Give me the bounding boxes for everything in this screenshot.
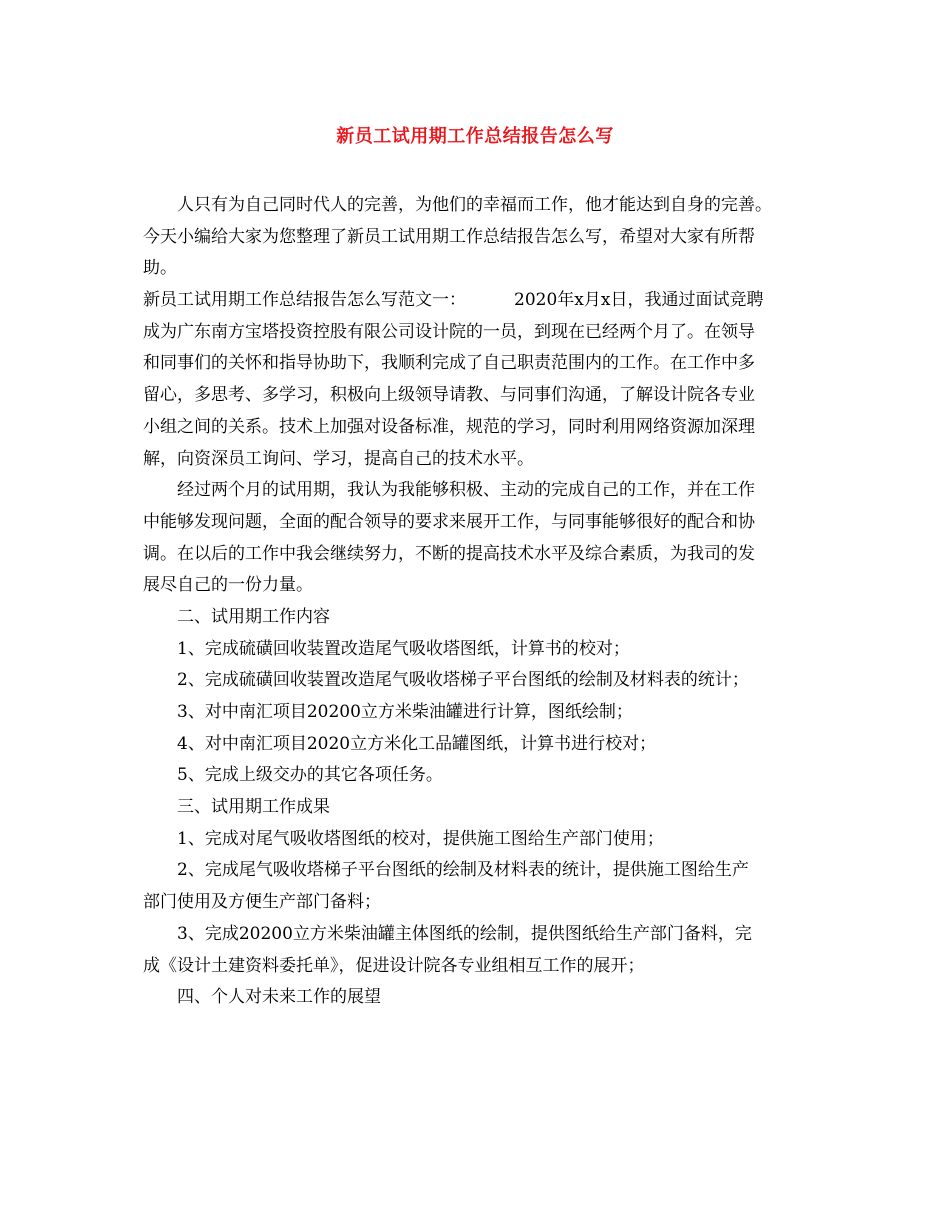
- sample-date-text: 2020年x月x日，我通过面试竞聘: [514, 290, 764, 311]
- list-item-continuation: 部门使用及方便生产部门备料；: [143, 892, 381, 913]
- list-item: 2、完成尾气吸收塔梯子平台图纸的绘制及材料表的统计，提供施工图给生产: [177, 860, 749, 881]
- list-item: 1、完成对尾气吸收塔图纸的校对，提供施工图给生产部门使用；: [177, 828, 664, 849]
- paragraph-line: 和同事们的关怀和指导协助下，我顺利完成了自己职责范围内的工作。在工作中多: [143, 353, 755, 374]
- paragraph-line: 中能够发现问题，全面的配合领导的要求来展开工作，与同事能够很好的配合和协: [143, 511, 755, 532]
- paragraph-line: 留心，多思考、多学习，积极向上级领导请教、与同事们沟通，了解设计院各专业: [143, 385, 755, 406]
- document-body: [143, 190, 823, 1014]
- list-item: 3、对中南汇项目20200立方米柴油罐进行计算，图纸绘制；: [177, 702, 633, 722]
- list-item: 3、完成20200立方米柴油罐主体图纸的绘制，提供图纸给生产部门备料，完: [177, 923, 752, 944]
- paragraph-line: 成为广东南方宝塔投资控股有限公司设计院的一员，到现在已经两个月了。在领导: [143, 321, 755, 342]
- paragraph-line: 解，向资深员工询问、学习，提高自己的技术水平。: [143, 448, 534, 469]
- paragraph-line: 展尽自己的一份力量。: [143, 575, 313, 596]
- paragraph-line: 今天小编给大家为您整理了新员工试用期工作总结报告怎么写，希望对大家有所帮: [143, 226, 755, 247]
- list-item-continuation: 成《设计土建资料委托单》，促进设计院各专业组相互工作的展开；: [143, 955, 645, 976]
- paragraph-line: 人只有为自己同时代人的完善，为他们的幸福而工作，他才能达到自身的完善。: [177, 195, 772, 215]
- paragraph-line: 调。在以后的工作中我会继续努力，不断的提高技术水平及综合素质，为我司的发: [143, 543, 755, 564]
- document-title: 新员工试用期工作总结报告怎么写: [336, 126, 614, 147]
- list-item: 1、完成硫磺回收装置改造尾气吸收塔图纸，计算书的校对；: [177, 638, 630, 659]
- section-heading: 二、试用期工作内容: [177, 606, 330, 627]
- list-item: 4、对中南汇项目2020立方米化工品罐图纸，计算书进行校对；: [177, 733, 657, 754]
- sample-heading: 新员工试用期工作总结报告怎么写范文一：: [143, 290, 466, 311]
- paragraph-line: 小组之间的关系。技术上加强对设备标准，规范的学习，同时利用网络资源加深理: [143, 416, 755, 437]
- paragraph-line: 经过两个月的试用期，我认为我能够积极、主动的完成自己的工作，并在工作: [177, 480, 755, 501]
- paragraph-line: [143, 285, 823, 317]
- paragraph-line: 助。: [143, 258, 177, 279]
- list-item: 2、完成硫磺回收装置改造尾气吸收塔梯子平台图纸的绘制及材料表的统计；: [177, 670, 749, 691]
- section-heading: 四、个人对未来工作的展望: [177, 987, 381, 1008]
- list-item: 5、完成上级交办的其它各项任务。: [177, 765, 443, 786]
- section-heading: 三、试用期工作成果: [177, 797, 330, 818]
